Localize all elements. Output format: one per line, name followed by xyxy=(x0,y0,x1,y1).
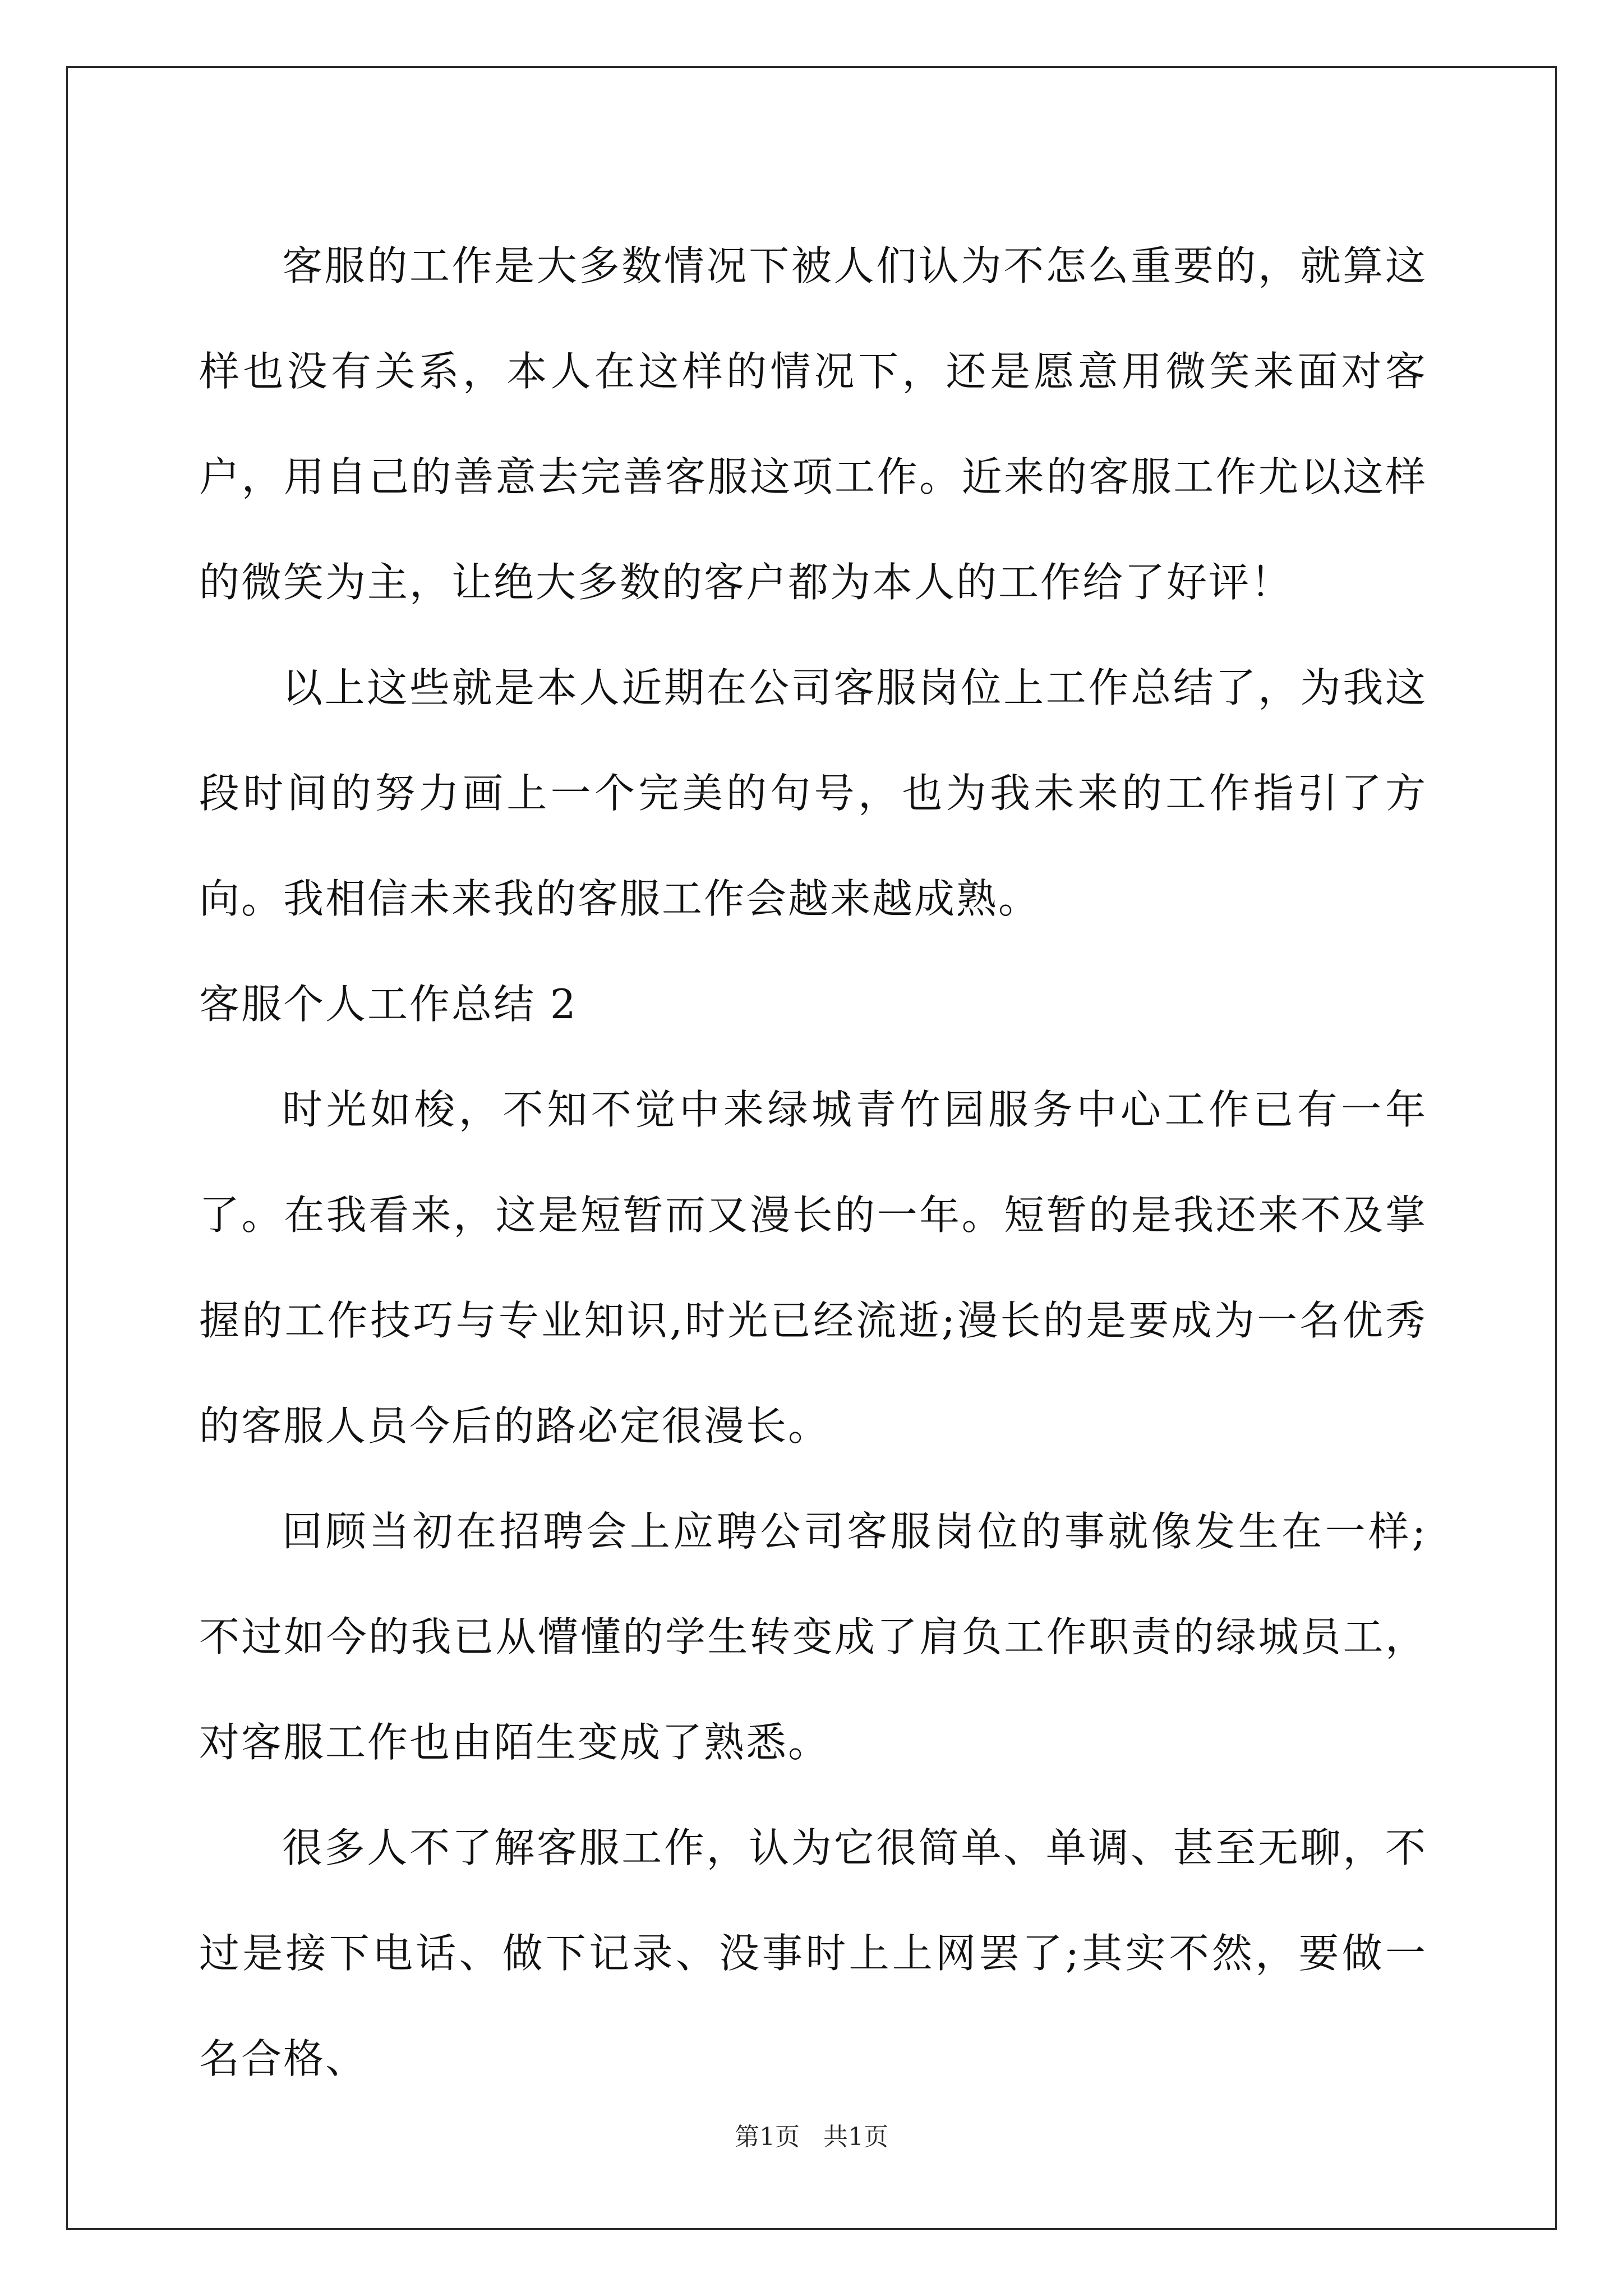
paragraph-1: 客服的工作是大多数情况下被人们认为不怎么重要的，就算这样也没有关系，本人在这样的情况下，还是愿意用微笑来面对客户，用自己的善意去完善客服这项工作。近来的客服工作尤以这样的微笑为主，让绝大多数的客户都为本人的工作给了好评！ xyxy=(199,242,1427,606)
page-number: 第1页 xyxy=(735,2123,800,2151)
paragraph-4: 回顾当初在招聘会上应聘公司客服岗位的事就像发生在一样;不过如今的我已从懵懂的学生转变成了肩负工作职责的绿城员工，对客服工作也由陌生变成了熟悉。 xyxy=(199,1508,1427,1766)
paragraph-3: 时光如梭，不知不觉中来绿城青竹园服务中心工作已有一年了。在我看来，这是短暂而又漫长的一年。短暂的是我还来不及掌握的工作技巧与专业知识,时光已经流逝;漫长的是要成为一名优秀的客服人员今后的路必定很漫长。 xyxy=(199,1086,1427,1450)
paragraph-2: 以上这些就是本人近期在公司客服岗位上工作总结了，为我这段时间的努力画上一个完美的句号，也为我未来的工作指引了方向。我相信未来我的客服工作会越来越成熟。 xyxy=(199,664,1427,922)
paragraph-5: 很多人不了解客服工作，认为它很简单、单调、甚至无聊，不过是接下电话、做下记录、没事时上上网罢了;其实不然，要做一名合格、 xyxy=(199,1824,1427,2082)
page-total: 共1页 xyxy=(823,2123,888,2151)
document-body xyxy=(199,213,1427,2111)
page-footer xyxy=(0,2120,1623,2154)
section-heading: 客服个人工作总结 2 xyxy=(199,981,578,1028)
